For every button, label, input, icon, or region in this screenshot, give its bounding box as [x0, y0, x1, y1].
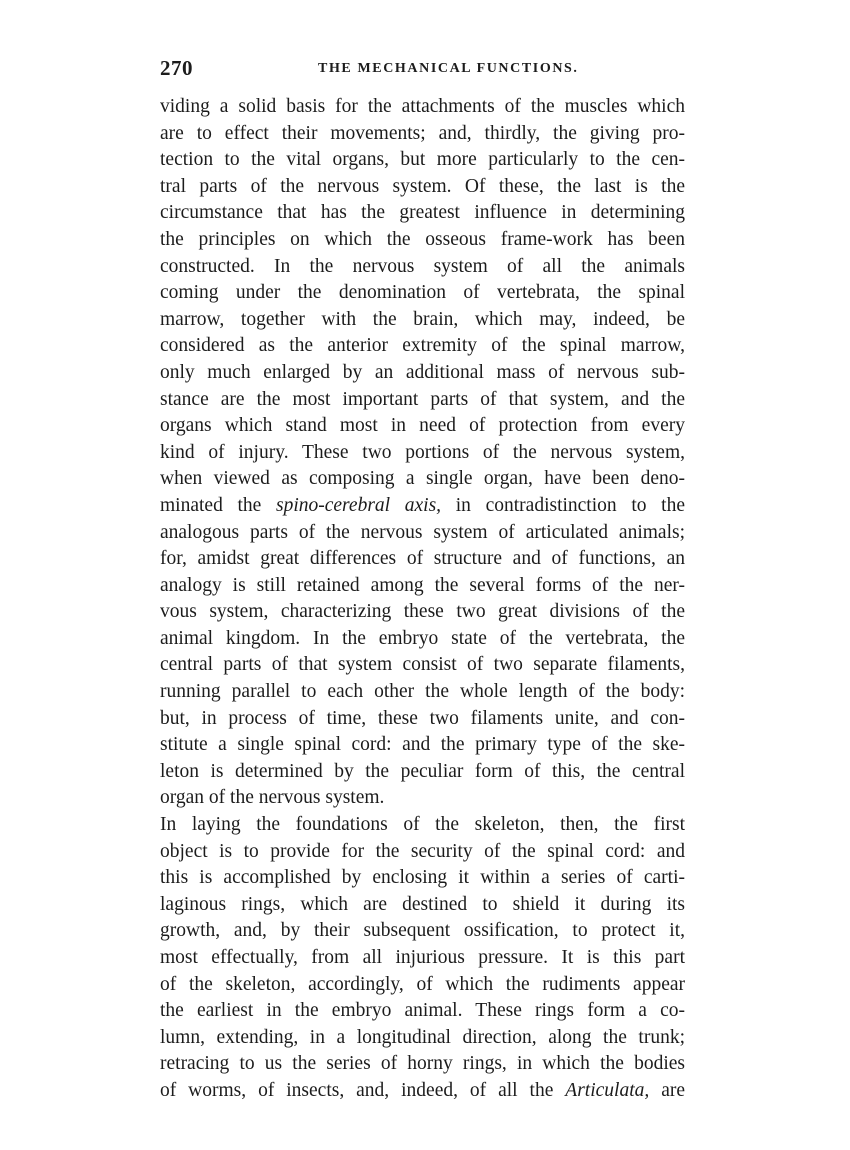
text-line: are to effect their movements; and, thirdly, the giving pro-	[160, 122, 685, 144]
text-line: animal kingdom. In the embryo state of the vertebrata, the	[160, 627, 685, 649]
text-line: laginous rings, which are destined to shield it during its	[160, 893, 685, 915]
text-line: object is to provide for the security of the spinal cord: and	[160, 840, 685, 862]
text-line: for, amidst great differences of structure and of functions, an	[160, 548, 685, 570]
text-line: the principles on which the osseous frame-work has been	[160, 228, 685, 250]
running-head	[160, 56, 685, 86]
text-line: tection to the vital organs, but more particularly to the cen-	[160, 149, 685, 171]
text-line: viding a solid basis for the attachments of the muscles which	[160, 96, 685, 117]
paragraph-first-line: In laying the foundations of the skeleton, then, the first	[160, 814, 685, 836]
text-line: organs which stand most in need of protection from every	[160, 415, 685, 437]
text-line: stitute a single spinal cord: and the primary type of the ske-	[160, 734, 685, 756]
text-line: when viewed as composing a single organ, have been deno-	[160, 468, 685, 490]
text-line: retracing to us the series of horny rings, in which the bodies	[160, 1053, 685, 1075]
text-line: kind of injury. These two portions of the nervous system,	[160, 441, 685, 463]
text-segment: minated the	[160, 494, 276, 516]
text-segment: are	[649, 1079, 685, 1101]
text-line: most effectually, from all injurious pressure. It is this part	[160, 947, 685, 968]
text-line: only much enlarged by an additional mass of nervous sub-	[160, 361, 685, 383]
text-line: circumstance that has the greatest influence in determining	[160, 202, 685, 224]
text-line: central parts of that system consist of two separate filaments,	[160, 654, 685, 676]
body-text	[160, 94, 685, 1105]
text-line: tral parts of the nervous system. Of these, the last is the	[160, 175, 685, 197]
text-line: growth, and, by their subsequent ossification, to protect it,	[160, 920, 685, 942]
page-number: 270	[160, 56, 193, 80]
text-line: but, in process of time, these two filaments unite, and con-	[160, 707, 685, 729]
text-segment: in contradistinction to the	[441, 494, 685, 516]
text-line: this is accomplished by enclosing it within a series of carti-	[160, 867, 685, 889]
text-line: running parallel to each other the whole length of the body:	[160, 681, 685, 703]
text-line: analogous parts of the nervous system of articulated animals;	[160, 521, 685, 543]
text-line: of the skeleton, accordingly, of which the rudiments appear	[160, 973, 685, 995]
text-segment: of worms, of insects, and, indeed, of all the	[160, 1079, 566, 1101]
text-line: leton is determined by the peculiar form of this, the central	[160, 760, 685, 782]
text-line: coming under the denomination of vertebrata, the spinal	[160, 282, 685, 304]
text-line: constructed. In the nervous system of all the animals	[160, 255, 685, 277]
text-line: considered as the anterior extremity of the spinal marrow,	[160, 335, 685, 357]
italic-term: Articulata,	[565, 1079, 650, 1101]
text-line: stance are the most important parts of that system, and the	[160, 388, 685, 410]
text-line: marrow, together with the brain, which may, indeed, be	[160, 308, 685, 330]
text-line: the earliest in the embryo animal. These rings form a co-	[160, 1000, 685, 1022]
text-line: lumn, extending, in a longitudinal direction, along the trunk;	[160, 1026, 685, 1048]
running-title: THE MECHANICAL FUNCTIONS.	[318, 61, 579, 76]
text-line	[160, 493, 685, 520]
text-line: vous system, characterizing these two great divisions of the	[160, 601, 685, 623]
text-line: analogy is still retained among the several forms of the ner-	[160, 574, 685, 596]
italic-term: spino-cerebral axis,	[276, 494, 442, 516]
text-line: organ of the nervous system.	[160, 787, 385, 809]
text-line	[160, 1078, 685, 1105]
